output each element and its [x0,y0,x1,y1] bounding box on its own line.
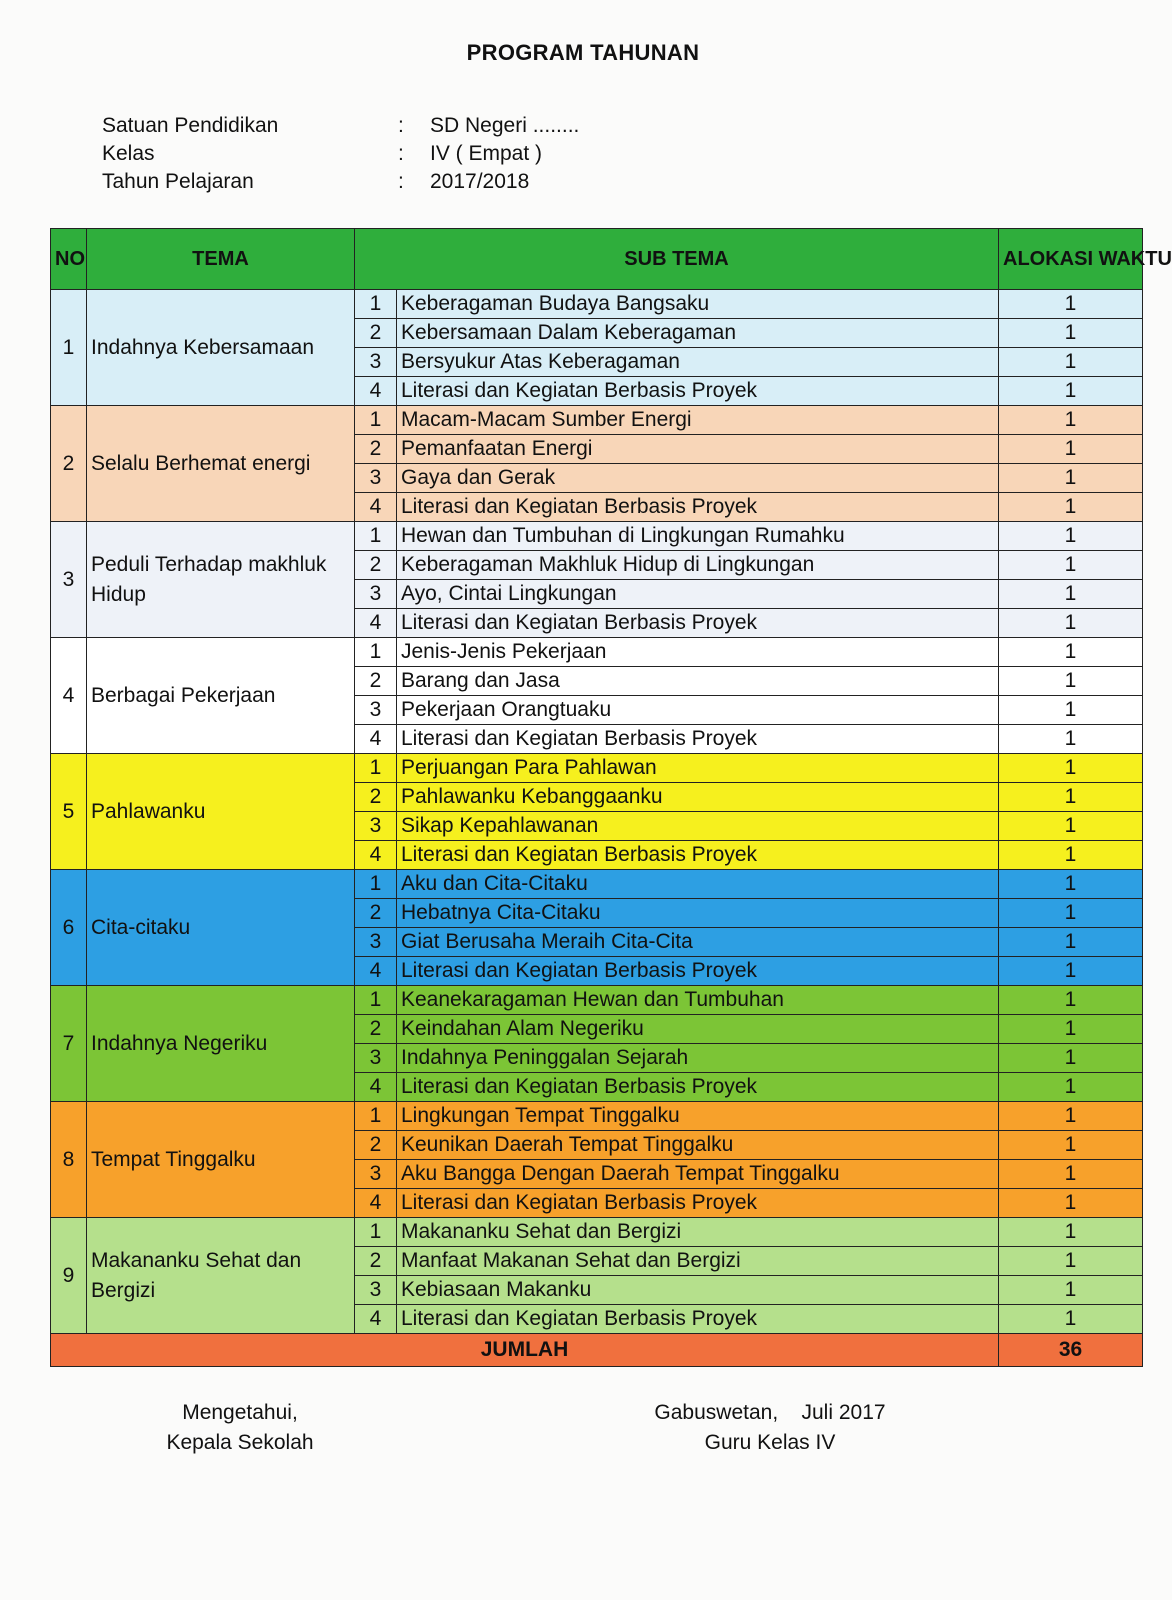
info-label: Satuan Pendidikan [102,114,279,137]
subtheme-number: 2 [355,667,397,696]
subtheme-name: Kebersamaan Dalam Keberagaman [397,319,999,348]
alokasi-waktu: 1 [999,754,1143,783]
header-alokasi: ALOKASI WAKTU [999,229,1143,290]
alokasi-waktu: 1 [999,1276,1143,1305]
table-row [51,870,1143,899]
subtheme-name: Keanekaragaman Hewan dan Tumbuhan [397,986,999,1015]
alokasi-waktu: 1 [999,319,1143,348]
subtheme-name: Keberagaman Makhluk Hidup di Lingkungan [397,551,999,580]
info-value: 2017/2018 [430,170,530,193]
info-block [102,112,579,196]
subtheme-name: Sikap Kepahlawanan [397,812,999,841]
subtheme-number: 3 [355,1160,397,1189]
table-row [51,1102,1143,1131]
signature-right [620,1398,920,1458]
theme-number: 4 [51,638,87,754]
theme-name: Tempat Tinggalku [87,1102,355,1218]
header-tema: TEMA [87,229,355,290]
subtheme-number: 3 [355,464,397,493]
theme-number: 7 [51,986,87,1102]
table-row [51,522,1143,551]
subtheme-number: 1 [355,754,397,783]
subtheme-number: 2 [355,899,397,928]
subtheme-name: Barang dan Jasa [397,667,999,696]
theme-number: 2 [51,406,87,522]
alokasi-waktu: 1 [999,1044,1143,1073]
subtheme-number: 1 [355,986,397,1015]
subtheme-name: Literasi dan Kegiatan Berbasis Proyek [397,1305,999,1334]
subtheme-number: 4 [355,493,397,522]
subtheme-number: 2 [355,1131,397,1160]
subtheme-name: Makananku Sehat dan Bergizi [397,1218,999,1247]
theme-name: Indahnya Negeriku [87,986,355,1102]
subtheme-name: Literasi dan Kegiatan Berbasis Proyek [397,1073,999,1102]
subtheme-name: Kebiasaan Makanku [397,1276,999,1305]
alokasi-waktu: 1 [999,551,1143,580]
subtheme-name: Giat Berusaha Meraih Cita-Cita [397,928,999,957]
theme-name: Peduli Terhadap makhluk Hidup [87,522,355,638]
signature-left-line: Kepala Sekolah [166,1431,314,1454]
subtheme-name: Perjuangan Para Pahlawan [397,754,999,783]
theme-name: Indahnya Kebersamaan [87,290,355,406]
alokasi-waktu: 1 [999,522,1143,551]
subtheme-number: 2 [355,1015,397,1044]
alokasi-waktu: 1 [999,1305,1143,1334]
alokasi-waktu: 1 [999,667,1143,696]
subtheme-number: 4 [355,841,397,870]
alokasi-waktu: 1 [999,493,1143,522]
total-value: 36 [999,1334,1143,1367]
subtheme-number: 1 [355,406,397,435]
theme-name: Makananku Sehat dan Bergizi [87,1218,355,1334]
table-row [51,1218,1143,1247]
alokasi-waktu: 1 [999,1131,1143,1160]
subtheme-number: 4 [355,377,397,406]
theme-number: 3 [51,522,87,638]
subtheme-name: Pahlawanku Kebanggaanku [397,783,999,812]
theme-number: 8 [51,1102,87,1218]
alokasi-waktu: 1 [999,783,1143,812]
theme-name: Cita-citaku [87,870,355,986]
program-table [50,228,1172,1367]
subtheme-number: 1 [355,870,397,899]
alokasi-waktu: 1 [999,725,1143,754]
alokasi-waktu: 1 [999,1218,1143,1247]
subtheme-name: Hebatnya Cita-Citaku [397,899,999,928]
subtheme-name: Aku dan Cita-Citaku [397,870,999,899]
alokasi-waktu: 1 [999,290,1143,319]
info-value: SD Negeri ........ [430,114,580,137]
subtheme-number: 4 [355,1189,397,1218]
subtheme-name: Ayo, Cintai Lingkungan [397,580,999,609]
theme-number: 1 [51,290,87,406]
alokasi-waktu: 1 [999,464,1143,493]
total-row [51,1334,1143,1367]
alokasi-waktu: 1 [999,928,1143,957]
total-label: JUMLAH [51,1334,999,1367]
subtheme-number: 1 [355,1218,397,1247]
subtheme-number: 3 [355,580,397,609]
info-label: Tahun Pelajaran [102,170,254,193]
info-label: Kelas [102,142,155,165]
subtheme-name: Keindahan Alam Negeriku [397,1015,999,1044]
alokasi-waktu: 1 [999,870,1143,899]
subtheme-name: Literasi dan Kegiatan Berbasis Proyek [397,725,999,754]
theme-number: 6 [51,870,87,986]
subtheme-number: 4 [355,609,397,638]
subtheme-number: 1 [355,522,397,551]
alokasi-waktu: 1 [999,1015,1143,1044]
subtheme-name: Literasi dan Kegiatan Berbasis Proyek [397,493,999,522]
alokasi-waktu: 1 [999,348,1143,377]
alokasi-waktu: 1 [999,1102,1143,1131]
table-body [51,290,1143,1367]
info-colon: : [398,142,404,165]
subtheme-name: Manfaat Makanan Sehat dan Bergizi [397,1247,999,1276]
alokasi-waktu: 1 [999,609,1143,638]
subtheme-number: 2 [355,435,397,464]
subtheme-name: Gaya dan Gerak [397,464,999,493]
subtheme-number: 2 [355,551,397,580]
subtheme-number: 3 [355,812,397,841]
info-row [102,168,579,196]
subtheme-name: Aku Bangga Dengan Daerah Tempat Tinggalku [397,1160,999,1189]
theme-number: 5 [51,754,87,870]
subtheme-number: 1 [355,1102,397,1131]
info-colon: : [398,170,404,193]
table-row [51,406,1143,435]
alokasi-waktu: 1 [999,841,1143,870]
subtheme-number: 1 [355,290,397,319]
subtheme-number: 3 [355,1276,397,1305]
subtheme-name: Bersyukur Atas Keberagaman [397,348,999,377]
info-row [102,112,579,140]
signature-left [140,1398,340,1458]
alokasi-waktu: 1 [999,1189,1143,1218]
subtheme-number: 4 [355,1073,397,1102]
subtheme-name: Hewan dan Tumbuhan di Lingkungan Rumahku [397,522,999,551]
table-row [51,290,1143,319]
info-colon: : [398,114,404,137]
subtheme-number: 3 [355,696,397,725]
signature-right-line: Guru Kelas IV [704,1431,836,1454]
subtheme-number: 2 [355,783,397,812]
subtheme-number: 2 [355,1247,397,1276]
subtheme-number: 3 [355,348,397,377]
subtheme-name: Literasi dan Kegiatan Berbasis Proyek [397,377,999,406]
subtheme-name: Literasi dan Kegiatan Berbasis Proyek [397,609,999,638]
info-value: IV ( Empat ) [430,142,543,165]
subtheme-name: Literasi dan Kegiatan Berbasis Proyek [397,841,999,870]
subtheme-name: Literasi dan Kegiatan Berbasis Proyek [397,957,999,986]
alokasi-waktu: 1 [999,1073,1143,1102]
subtheme-number: 4 [355,1305,397,1334]
theme-number: 9 [51,1218,87,1334]
alokasi-waktu: 1 [999,1160,1143,1189]
theme-name: Selalu Berhemat energi [87,406,355,522]
page-title: PROGRAM TAHUNAN [466,40,700,65]
alokasi-waktu: 1 [999,812,1143,841]
subtheme-number: 3 [355,928,397,957]
alokasi-waktu: 1 [999,580,1143,609]
alokasi-waktu: 1 [999,638,1143,667]
subtheme-name: Indahnya Peninggalan Sejarah [397,1044,999,1073]
table-header-row [51,229,1143,290]
alokasi-waktu: 1 [999,986,1143,1015]
alokasi-waktu: 1 [999,377,1143,406]
alokasi-waktu: 1 [999,957,1143,986]
theme-name: Pahlawanku [87,754,355,870]
signature-right-line: Gabuswetan, Juli 2017 [654,1401,886,1424]
subtheme-number: 4 [355,957,397,986]
subtheme-name: Keberagaman Budaya Bangsaku [397,290,999,319]
subtheme-name: Pemanfaatan Energi [397,435,999,464]
subtheme-number: 2 [355,319,397,348]
table-row [51,986,1143,1015]
subtheme-number: 4 [355,725,397,754]
alokasi-waktu: 1 [999,1247,1143,1276]
subtheme-name: Keunikan Daerah Tempat Tinggalku [397,1131,999,1160]
subtheme-name: Jenis-Jenis Pekerjaan [397,638,999,667]
alokasi-waktu: 1 [999,696,1143,725]
table-row [51,754,1143,783]
subtheme-name: Lingkungan Tempat Tinggalku [397,1102,999,1131]
header-no: NO [51,229,87,290]
subtheme-number: 3 [355,1044,397,1073]
info-row [102,140,579,168]
subtheme-number: 1 [355,638,397,667]
alokasi-waktu: 1 [999,435,1143,464]
theme-name: Berbagai Pekerjaan [87,638,355,754]
table-row [51,638,1143,667]
alokasi-waktu: 1 [999,406,1143,435]
alokasi-waktu: 1 [999,899,1143,928]
subtheme-name: Macam-Macam Sumber Energi [397,406,999,435]
header-sub-tema: SUB TEMA [355,229,999,290]
subtheme-name: Literasi dan Kegiatan Berbasis Proyek [397,1189,999,1218]
subtheme-name: Pekerjaan Orangtuaku [397,696,999,725]
signature-left-line: Mengetahui, [182,1401,298,1424]
